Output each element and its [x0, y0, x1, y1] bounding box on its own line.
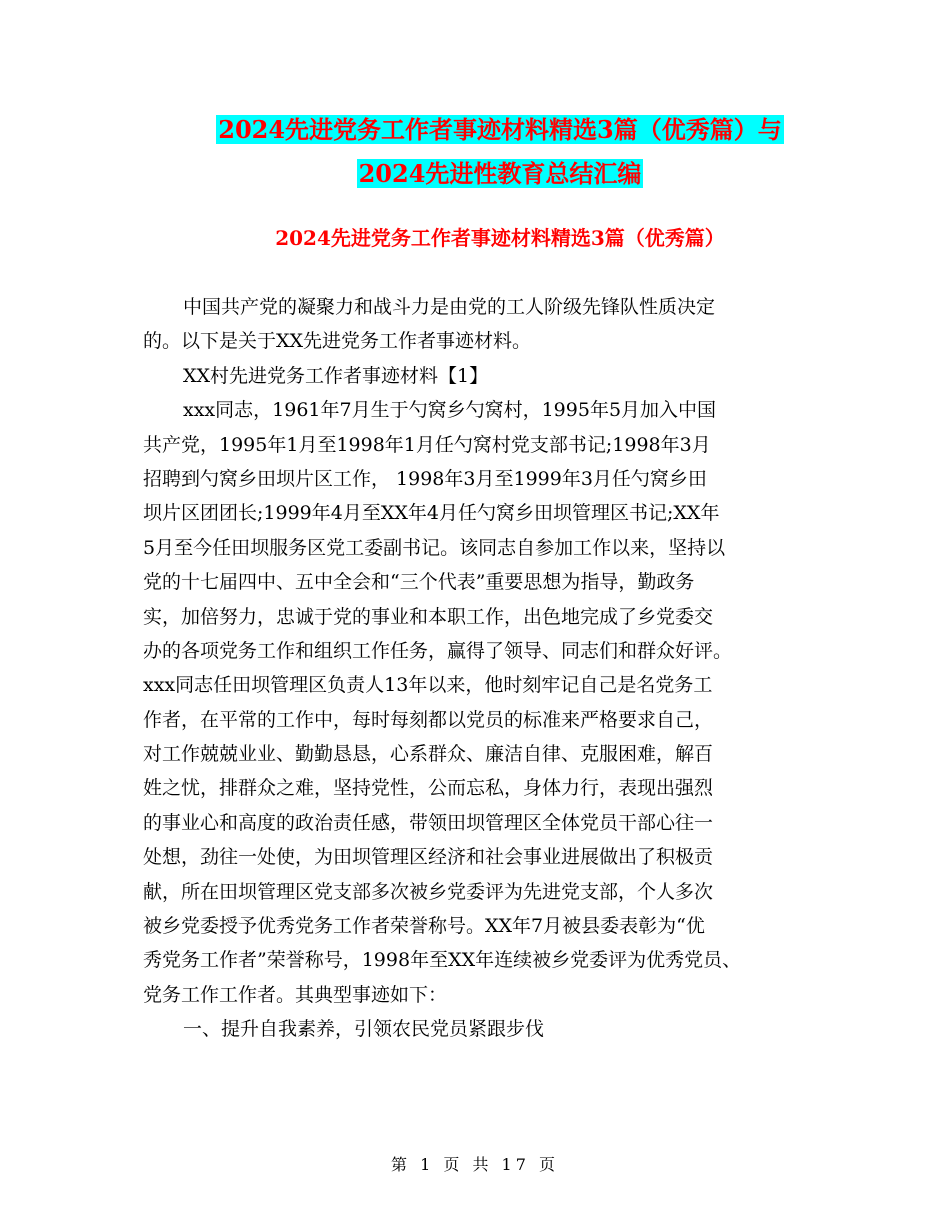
section-heading: 一、提升自我素养，引领农民党员紧跟步伐	[183, 1018, 545, 1041]
section-title: 2024先进党务工作者事迹材料精选3篇（优秀篇）	[275, 226, 725, 250]
title-highlight-2: 2024先进性教育总结汇编	[358, 159, 642, 188]
paragraph-line: 被乡党委授予优秀党务工作者荣誉称号。XX年7月被县委表彰为“优	[143, 915, 705, 938]
paragraph-line: 共产党，1995年1月至1998年1月任勺窝村党支部书记;1998年3月	[143, 433, 711, 456]
paragraph-line: 实，加倍努力，忠诚于党的事业和本职工作，出色地完成了乡党委交	[143, 605, 714, 628]
document-title-line-2	[140, 156, 860, 192]
body-text	[143, 290, 823, 1047]
paragraph-line: 作者，在平常的工作中，每时每刻都以党员的标准来严格要求自己，	[143, 708, 714, 731]
title-highlight-1: 2024先进党务工作者事迹材料精选3篇（优秀篇）与	[218, 115, 782, 144]
paragraph-line: 党的十七届四中、五中全会和“三个代表”重要思想为指导，勤政务	[143, 571, 695, 594]
paragraph-line: xxx同志任田坝管理区负责人13年以来，他时刻牢记自己是名党务工	[143, 674, 713, 697]
paragraph-line: 办的各项党务工作和组织工作任务，赢得了领导、同志们和群众好评。	[143, 639, 733, 662]
paragraph-line: 献，所在田坝管理区党支部多次被乡党委评为先进党支部，个人多次	[143, 880, 714, 903]
paragraph-line: 处想，劲往一处使，为田坝管理区经济和社会事业进展做出了积极贡	[143, 846, 714, 869]
document-title-line-1	[140, 112, 860, 148]
paragraph-line: 对工作兢兢业业、勤勤恳恳，心系群众、廉洁自律、克服困难，解百	[143, 743, 714, 766]
paragraph-line: 的。以下是关于XX先进党务工作者事迹材料。	[143, 330, 532, 353]
paragraph-line: 中国共产党的凝聚力和战斗力是由党的工人阶级先锋队性质决定	[183, 296, 716, 318]
paragraph-line: xxx同志，1961年7月生于勺窝乡勺窝村，1995年5月加入中国	[183, 399, 717, 422]
paragraph-line: 的事业心和高度的政治责任感，带领田坝管理区全体党员干部心往一	[143, 811, 714, 834]
paragraph-line: 5月至今任田坝服务区党工委副书记。该同志自参加工作以来，坚持以	[143, 536, 726, 559]
paragraph-line: 坝片区团团长;1999年4月至XX年4月任勺窝乡田坝管理区书记;XX年	[143, 502, 720, 525]
paragraph-line: 招聘到勺窝乡田坝片区工作， 1998年3月至1999年3月任勺窝乡田	[143, 467, 707, 490]
paragraph-line: 秀党务工作者”荣誉称号，1998年至XX年连续被乡党委评为优秀党员、	[143, 949, 742, 972]
paragraph-line: 党务工作工作者。其典型事迹如下：	[143, 983, 448, 1006]
page-footer: 第 1 页 共 17 页	[391, 1155, 559, 1174]
paragraph-line: XX村先进党务工作者事迹材料【1】	[183, 364, 489, 387]
paragraph-line: 姓之忧，排群众之难，坚持党性，公而忘私，身体力行，表现出强烈	[143, 777, 714, 800]
